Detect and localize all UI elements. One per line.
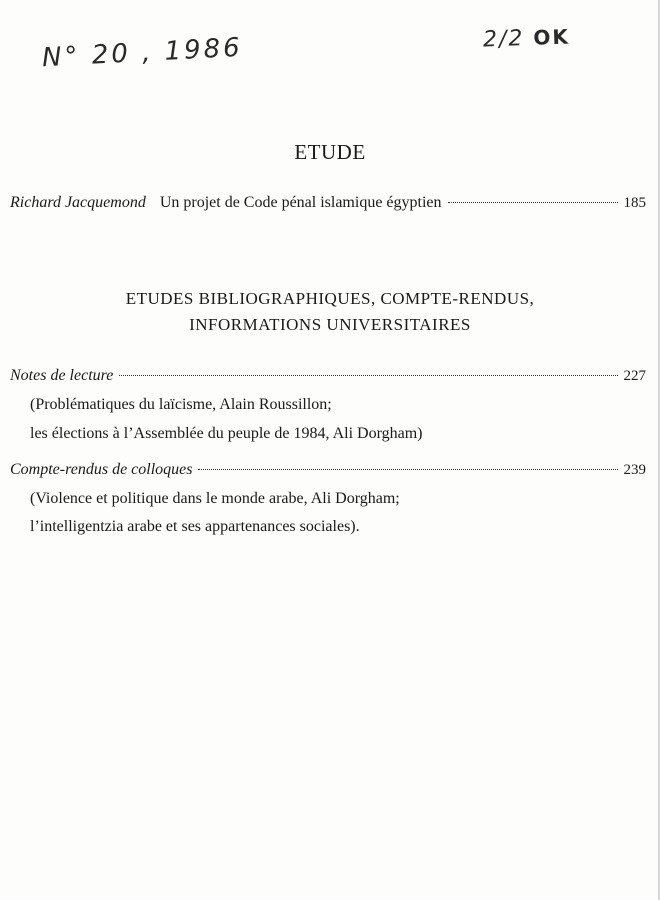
toc-detail-line: l’intelligentzia arabe et ses appartenances sociales). <box>30 518 360 535</box>
section-title-etude: ETUDE <box>294 140 366 164</box>
toc-entry-etude <box>10 194 646 212</box>
toc-detail-line: (Problématiques du laïcisme, Alain Roussillon; <box>30 396 332 413</box>
toc-label: Compte-rendus de colloques <box>10 461 193 478</box>
toc-detail-line: (Violence et politique dans le monde arabe, Ali Dorgham; <box>30 490 400 507</box>
handwritten-ok-mark: OK <box>532 24 571 50</box>
toc-page-number: 227 <box>623 368 646 384</box>
section-title-line-1: ETUDES BIBLIOGRAPHIQUES, COMPTE-RENDUS, <box>125 289 535 308</box>
dot-leader <box>119 375 617 376</box>
toc-entry-notes-de-lecture <box>10 367 646 385</box>
section-title-biblio <box>0 286 660 338</box>
handwritten-fraction: 2/2 <box>482 26 525 53</box>
toc-page-number: 185 <box>623 195 646 211</box>
handwritten-issue-note: N° 20 , 1986 <box>41 32 244 74</box>
section-title-line-2: INFORMATIONS UNIVERSITAIRES <box>189 315 471 334</box>
dot-leader <box>448 202 618 203</box>
handwritten-page-note <box>483 24 571 52</box>
toc-author: Richard Jacquemond <box>10 194 146 211</box>
toc-entry-compte-rendus <box>10 461 646 479</box>
toc-title: Un projet de Code pénal islamique égyptien <box>159 194 442 211</box>
toc-detail-line: les élections à l’Assemblée du peuple de 1984, Ali Dorgham) <box>30 425 423 442</box>
toc-page-number: 239 <box>623 462 646 478</box>
dot-leader <box>198 469 617 470</box>
toc-label: Notes de lecture <box>10 367 114 384</box>
